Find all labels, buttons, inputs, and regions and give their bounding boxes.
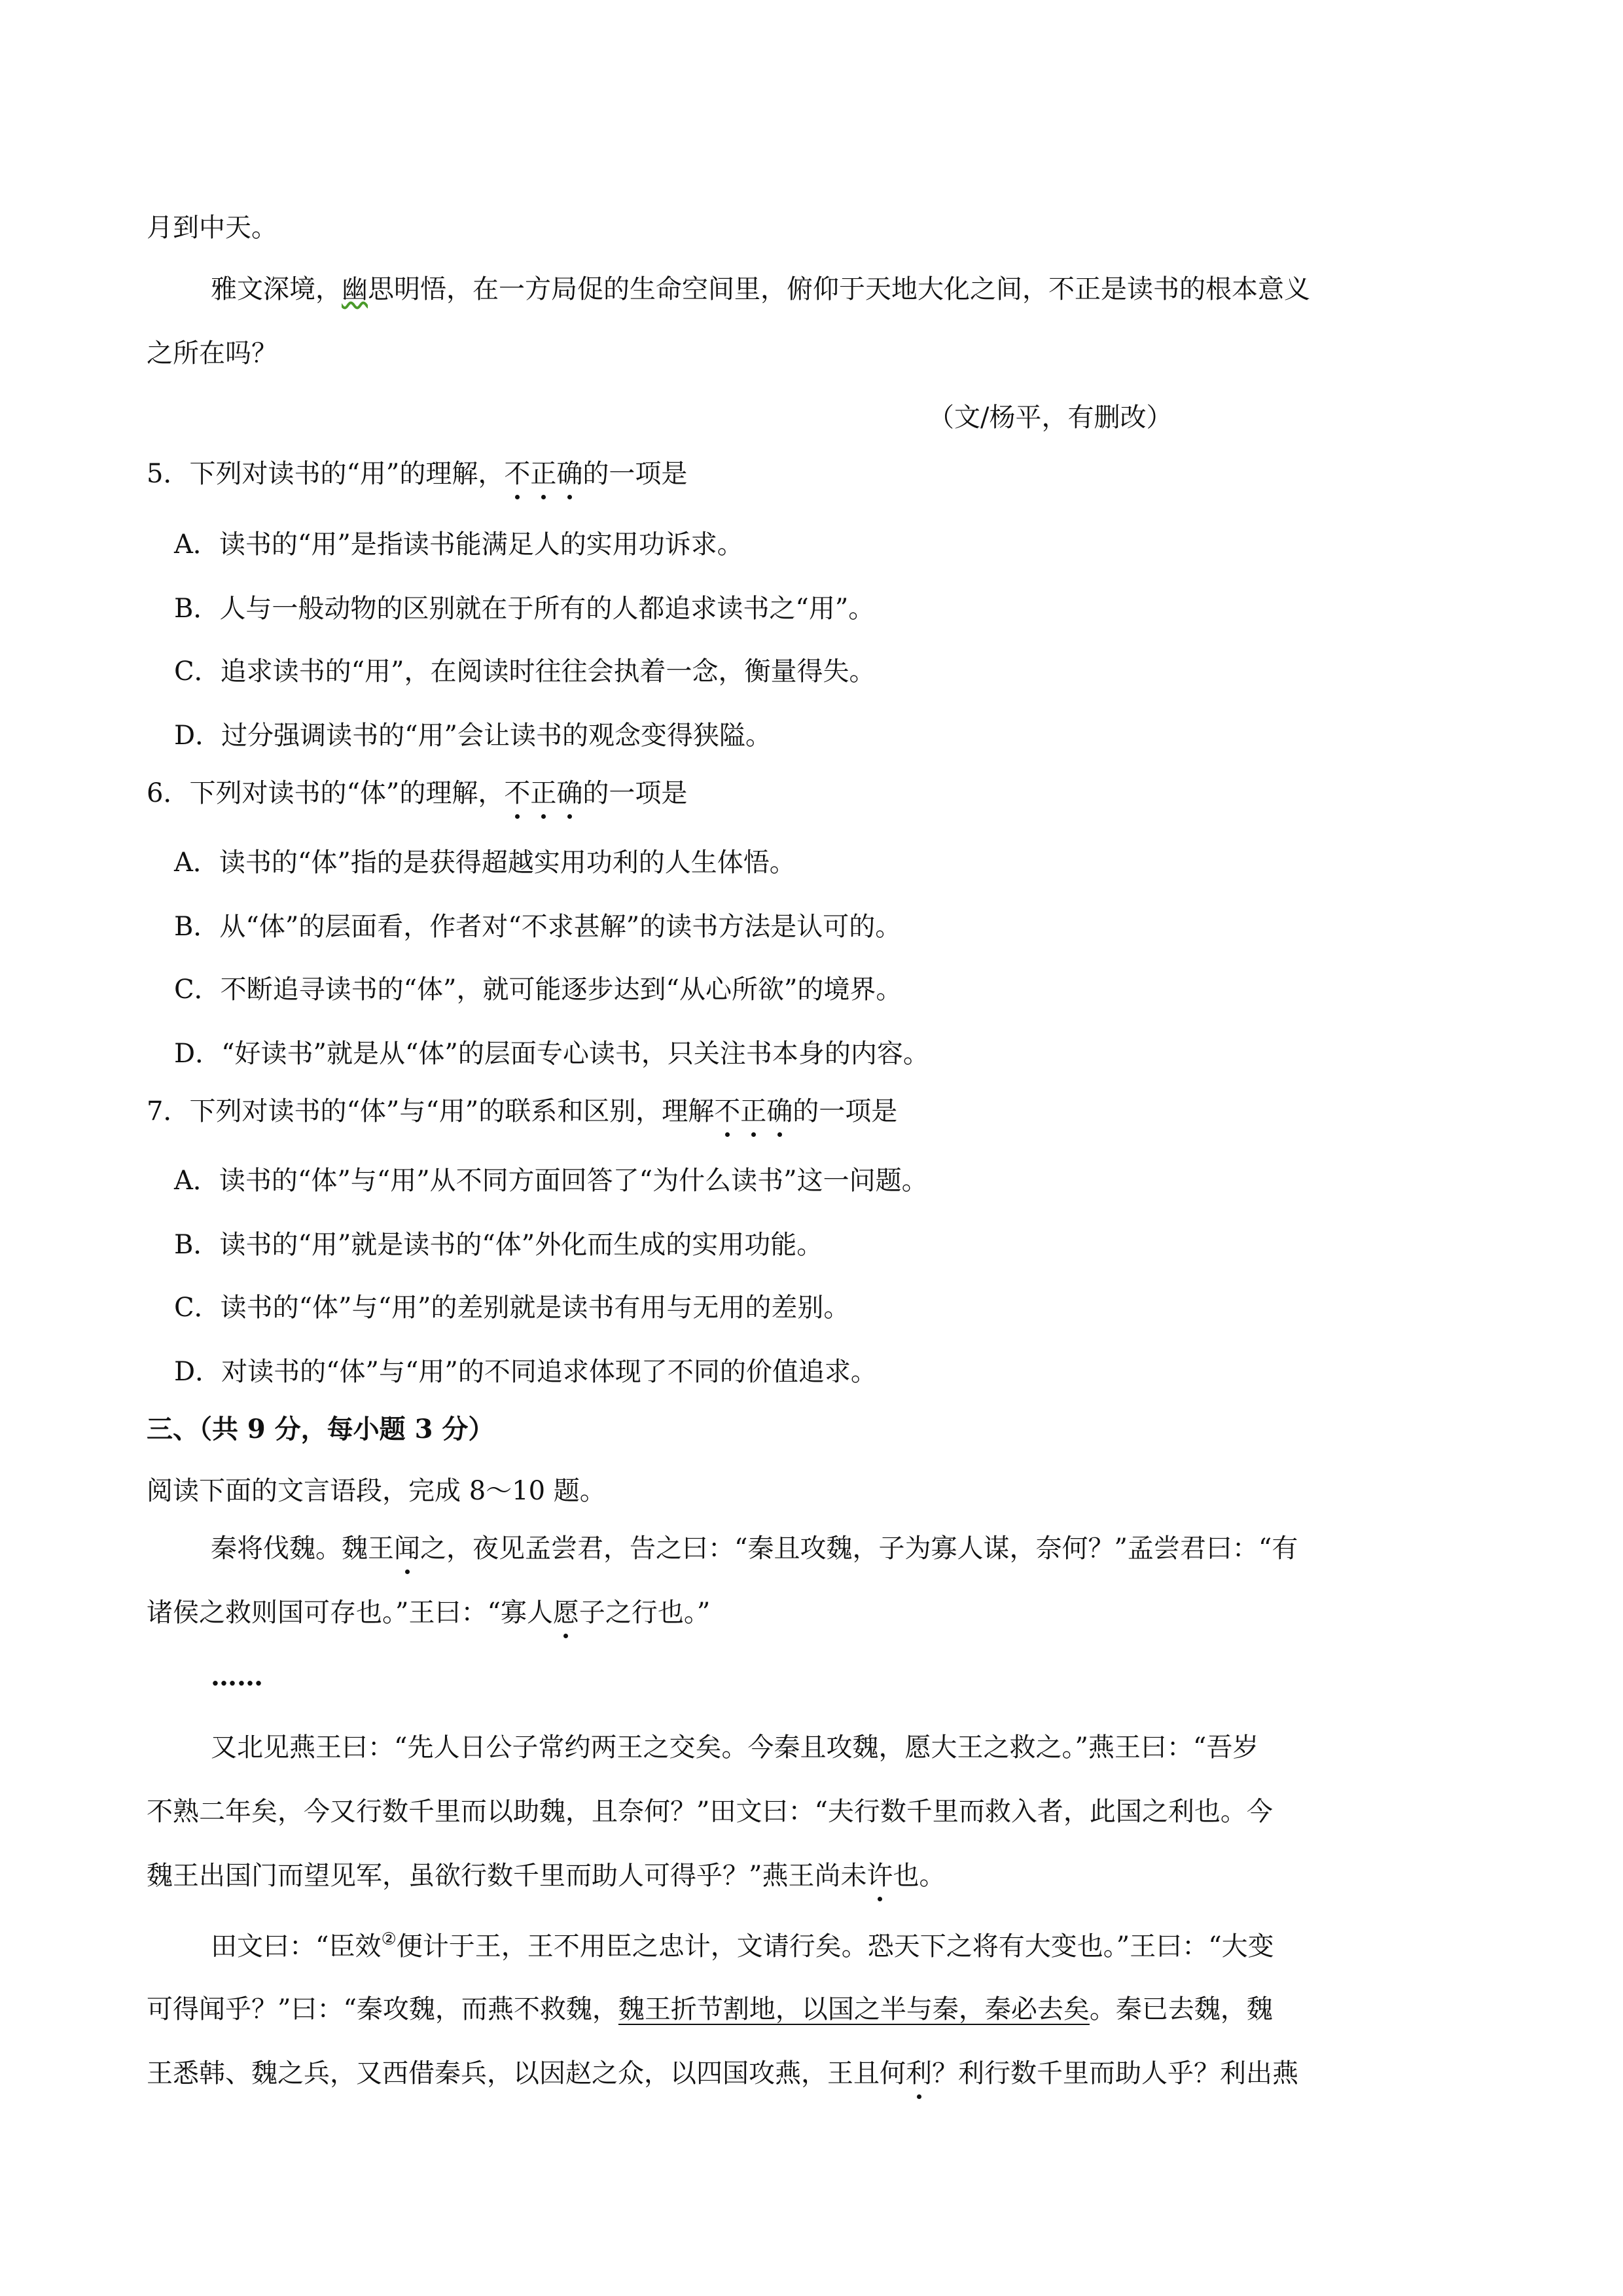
text-run: 子之行也。” xyxy=(579,1598,711,1628)
emphasis-char: 不 xyxy=(714,1096,741,1126)
text-run: 的一项是 xyxy=(582,778,688,808)
text-run: 。秦已去魏，魏 xyxy=(1089,1994,1273,2024)
footnote-marker: ② xyxy=(381,1929,397,1949)
text-run: 的一项是 xyxy=(793,1096,898,1126)
question-7-option-a: A．读书的“体”与“用”从不同方面回答了“为什么读书”这一问题。 xyxy=(174,1166,928,1196)
text-run: 王悉韩、魏之兵，又西借秦兵，以因赵之众，以四国攻燕，王且何 xyxy=(147,2058,906,2089)
underlined-sentence: 魏王折节割地，以国之半与秦，秦必去矣 xyxy=(618,1994,1090,2024)
question-6-option-c: C．不断追寻读书的“体”，就可能逐步达到“从心所欲”的境界。 xyxy=(174,975,902,1005)
classical-line xyxy=(147,1990,1273,2029)
question-5-stem xyxy=(147,454,687,493)
text-run: 魏王出国门而望见军，虽欲行数千里而助人可得乎？”燕王尚未 xyxy=(147,1861,867,1891)
text-run: 便计于王，王不用臣之忠计，文请行矣。恐天下之将有大变也。”王曰：“大变 xyxy=(396,1931,1274,1962)
text-run: 田文曰：“臣效 xyxy=(211,1931,382,1962)
question-6-option-b: B．从“体”的层面看，作者对“不求甚解”的读书方法是认可的。 xyxy=(174,912,902,942)
classical-line: 又北见燕王曰：“先人日公子常约两王之交矣。今秦且攻魏，愿大王之救之。”燕王曰：“吾岁 xyxy=(211,1732,1259,1763)
text-run: ？利行数千里而助人乎？利出燕 xyxy=(932,2058,1298,2089)
classical-line xyxy=(211,1927,1274,1969)
emphasis-char: 愿 xyxy=(552,1598,579,1628)
question-7-option-c: C．读书的“体”与“用”的差别就是读书有用与无用的差别。 xyxy=(174,1293,850,1323)
question-5-option-b: B．人与一般动物的区别就在于所有的人都追求读书之“用”。 xyxy=(174,594,875,624)
question-7-option-b: B．读书的“用”就是读书的“体”外化而生成的实用功能。 xyxy=(174,1230,823,1260)
classical-line: 不熟二年矣，今又行数千里而以助魏，且奈何？”田文曰：“夫行数千里而救入者，此国之利也。今 xyxy=(147,1797,1273,1827)
text-run: 诸侯之救则国可存也。”王曰：“寡人 xyxy=(147,1598,553,1628)
emphasis-char: 不 xyxy=(504,778,531,808)
text-run: 也。 xyxy=(893,1861,946,1891)
passage-line xyxy=(211,270,1310,309)
question-5-option-c: C．追求读书的“用”，在阅读时往往会执着一念，衡量得失。 xyxy=(174,656,876,687)
question-5-option-a: A．读书的“用”是指读书能满足人的实用功诉求。 xyxy=(174,529,743,560)
text-run: 可得闻乎？”曰：“秦攻魏，而燕不救魏， xyxy=(147,1994,618,2024)
emphasis-char: 正 xyxy=(530,778,557,808)
passage-line: 月到中天。 xyxy=(147,213,277,243)
section-instruction: 阅读下面的文言语段，完成 8～10 题。 xyxy=(147,1476,606,1506)
text-run: 6．下列对读书的“体”的理解， xyxy=(147,778,505,808)
emphasis-char: 闻 xyxy=(394,1534,420,1564)
passage-line: 之所在吗？ xyxy=(147,338,277,368)
text-run: 雅文深境， xyxy=(211,274,342,304)
emphasis-char: 确 xyxy=(556,778,583,808)
text-run: 秦将伐魏。魏王 xyxy=(211,1534,394,1564)
classical-line xyxy=(147,2054,1298,2093)
text-run: 7．下列对读书的“体”与“用”的联系和区别，理解 xyxy=(147,1096,715,1126)
source-attribution: （文/杨平，有删改） xyxy=(928,403,1173,433)
question-6-option-d: D．“好读书”就是从“体”的层面专心读书，只关注书本身的内容。 xyxy=(174,1039,929,1069)
text-run: 的一项是 xyxy=(582,459,688,489)
text-run: 幽 xyxy=(342,274,368,304)
emphasis-char: 正 xyxy=(740,1096,767,1126)
question-6-option-a: A．读书的“体”指的是获得超越实用功利的人生体悟。 xyxy=(174,848,796,878)
emphasis-char: 确 xyxy=(556,459,583,489)
emphasis-char: 不 xyxy=(504,459,531,489)
section-heading: 三、（共 9 分，每小题 3 分） xyxy=(147,1414,495,1444)
question-7-stem xyxy=(147,1092,897,1131)
text-run: 之，夜见孟尝君，告之曰：“秦且攻魏，子为寡人谋，奈何？”孟尝君曰：“有 xyxy=(420,1534,1298,1564)
question-6-stem xyxy=(147,774,687,813)
emphasis-char: 确 xyxy=(766,1096,793,1126)
classical-line xyxy=(211,1529,1298,1568)
classical-line xyxy=(147,1593,710,1632)
classical-line xyxy=(147,1856,945,1895)
question-7-option-d: D．对读书的“体”与“用”的不同追求体现了不同的价值追求。 xyxy=(174,1357,877,1387)
text-run: 5．下列对读书的“用”的理解， xyxy=(147,459,505,489)
text-run: 思明悟，在一方局促的生命空间里，俯仰于天地大化之间，不正是读书的根本意义 xyxy=(368,274,1310,304)
emphasis-char: 利 xyxy=(906,2058,932,2089)
ellipsis: …… xyxy=(211,1661,263,1692)
emphasis-char: 许 xyxy=(866,1861,893,1891)
emphasis-char: 正 xyxy=(530,459,557,489)
question-5-option-d: D．过分强调读书的“用”会让读书的观念变得狭隘。 xyxy=(174,721,772,751)
